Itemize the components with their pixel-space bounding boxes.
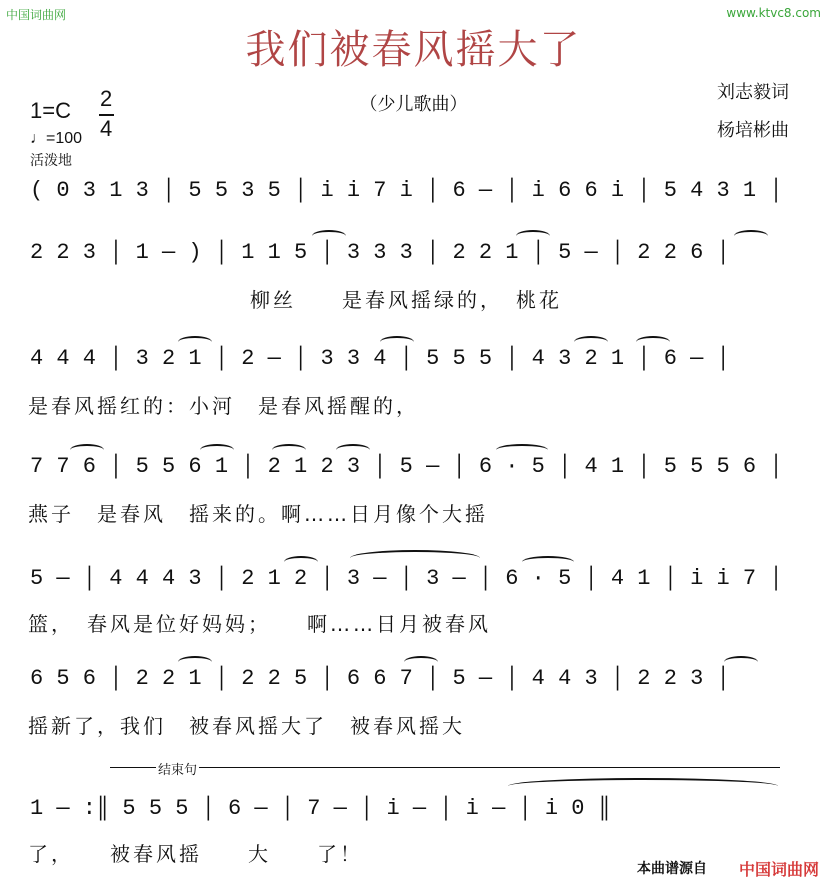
slur — [404, 656, 438, 668]
score-line-3: 4 4 4 │ 3 2 1 │ 2 — │ 3 3 4 │ 5 5 5 │ 4 3 2 1 │ 6 — │ — [30, 346, 730, 371]
lyric-line-2: 柳丝 是春风摇绿的， 桃花 — [250, 288, 562, 312]
song-subtitle: （少儿歌曲） — [359, 94, 468, 115]
slur — [522, 556, 574, 568]
score-line-5: 5 — │ 4 4 4 3 │ 2 1 2 │ 3 — │ 3 — │ 6 · 5 │ 4 1 │ i i 7 │ — [30, 566, 783, 591]
slur — [574, 336, 608, 348]
key-signature: 1=C — [30, 98, 71, 123]
time-signature-top: 2 — [100, 86, 113, 111]
slur — [380, 336, 414, 348]
composer-credit: 杨培彬曲 — [717, 120, 789, 141]
time-signature-bottom: 4 — [100, 116, 113, 141]
tempo-marking: ♩=100 — [30, 130, 83, 147]
slur — [508, 778, 778, 794]
song-title: 我们被春风摇大了 — [245, 27, 582, 73]
slur — [312, 230, 346, 242]
score-line-4: 7 7 6 │ 5 5 6 1 │ 2 1 2 3 │ 5 — │ 6 · 5 │ 4 1 │ 5 5 5 6 │ — [30, 454, 783, 479]
watermark-right: www.ktvc8.com — [726, 6, 821, 20]
slur — [336, 444, 370, 456]
slur — [724, 656, 758, 668]
lyric-line-7: 了， 被春风摇 大 了！ — [28, 842, 363, 866]
source-note: 本曲谱源自 — [637, 861, 707, 877]
lyric-line-4: 燕子 是春风 摇来的。啊……日月像个大摇 — [28, 502, 488, 526]
score-line-7: 1 — :║ 5 5 5 │ 6 — │ 7 — │ i — │ i — │ i 0 ║ — [30, 796, 611, 821]
score-line-6: 6 5 6 │ 2 2 1 │ 2 2 5 │ 6 6 7 │ 5 — │ 4 4 3 │ 2 2 3 │ — [30, 666, 730, 691]
lyric-line-5: 篮， 春风是位好妈妈； 啊……日月被春风 — [28, 612, 491, 636]
slur — [496, 444, 548, 456]
slur — [636, 336, 670, 348]
slur — [178, 656, 212, 668]
slur — [178, 336, 212, 348]
slur — [350, 550, 480, 566]
lyric-line-6: 摇新了，我们 被春风摇大了 被春风摇大 — [28, 714, 465, 738]
slur — [272, 444, 306, 456]
lyricist-credit: 刘志毅词 — [717, 82, 789, 103]
expression-marking: 活泼地 — [30, 153, 72, 169]
slur — [284, 556, 318, 568]
source-brand: 中国词曲网 — [738, 860, 819, 879]
score-line-2: 2 2 3 │ 1 — ) │ 1 1 5 │ 3 3 3 │ 2 2 1 │ 5 — │ 2 2 6 │ — [30, 240, 730, 265]
ending-bracket — [110, 767, 780, 768]
score-line-1: ( 0 3 1 3 │ 5 5 3 5 │ i i 7 i │ 6 — │ i 6 6 i │ 5 4 3 1 │ — [30, 178, 783, 203]
slur — [200, 444, 234, 456]
lyric-line-3: 是春风摇红的：小河 是春风摇醒的， — [28, 394, 419, 418]
watermark-left: 中国词曲网 — [6, 8, 67, 22]
slur — [734, 230, 768, 242]
slur — [70, 444, 104, 456]
slur — [516, 230, 550, 242]
ending-label: 结束句 — [156, 759, 199, 778]
